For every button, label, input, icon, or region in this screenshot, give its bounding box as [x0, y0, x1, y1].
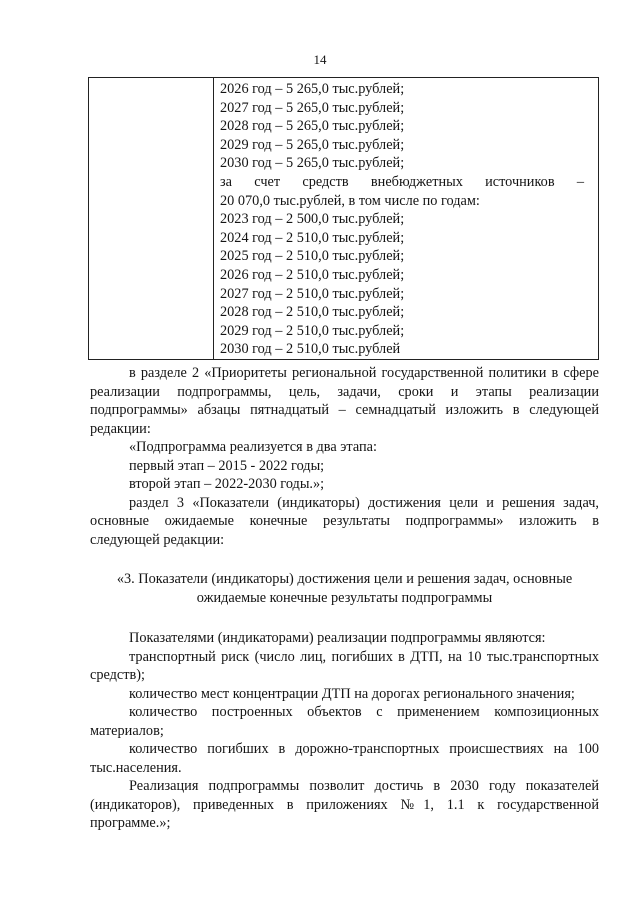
paragraph-accident-sites: количество мест концентрации ДТП на дорогах регионального значения;	[129, 685, 575, 702]
paragraph-stage-two: второй этап – 2022-2030 годы.»;	[129, 476, 325, 492]
funding-line: 2029 год – 5 265,0 тыс.рублей;	[220, 136, 405, 153]
document-body	[90, 364, 599, 833]
paragraph-composite-objects: количество построенных объектов с применением композиционных материалов;	[90, 704, 599, 739]
funding-line: 2025 год – 2 510,0 тыс.рублей;	[220, 248, 405, 265]
funding-line: 2028 год – 2 510,0 тыс.рублей;	[220, 304, 405, 321]
funding-line: 2023 год – 2 500,0 тыс.рублей;	[220, 211, 405, 228]
table-column-divider	[213, 78, 214, 359]
funding-line: 2027 год – 5 265,0 тыс.рублей;	[220, 99, 405, 116]
funding-line: за счет средств внебюджетных источников –	[220, 173, 584, 190]
paragraph-stage-one: первый этап – 2015 - 2022 годы;	[129, 457, 325, 474]
funding-cell	[220, 80, 584, 359]
heading-line-2: ожидаемые конечные результаты подпрограммы	[196, 589, 493, 606]
paragraph-stages: «Подпрограмма реализуется в два этапа:	[129, 439, 377, 455]
paragraph-fatalities: количество погибших в дорожно-транспортных происшествиях на 100 тыс.населения.	[90, 741, 599, 776]
funding-line: 2024 год – 2 510,0 тыс.рублей;	[220, 229, 405, 246]
funding-line: 2030 год – 5 265,0 тыс.рублей;	[220, 155, 405, 172]
funding-table	[88, 77, 599, 360]
section-heading	[90, 570, 599, 607]
paragraph-section3-intro: раздел 3 «Показатели (индикаторы) достижения цели и решения задач, основные ожидаемые конечные результаты подпрограммы» изложить в следующей редакции:	[90, 494, 599, 548]
paragraph-transport-risk: транспортный риск (число лиц, погибших в ДТП, на 10 тыс.транспортных средств);	[90, 648, 599, 683]
funding-line: 2027 год – 2 510,0 тыс.рублей;	[220, 285, 405, 302]
funding-line: 2028 год – 5 265,0 тыс.рублей;	[220, 118, 405, 135]
paragraph-results: Реализация подпрограммы позволит достичь в 2030 году показателей (индикаторов), приведенных в приложениях №1, 1.1 к государственной программе.»;	[90, 778, 599, 831]
spacer	[90, 607, 599, 629]
heading-line-1: «3. Показатели (индикаторы) достижения цели и решения задач, основные	[116, 571, 573, 587]
funding-line: 2030 год – 2 510,0 тыс.рублей	[220, 341, 401, 358]
funding-line: 2026 год – 5 265,0 тыс.рублей;	[220, 81, 405, 97]
funding-line: 2029 год – 2 510,0 тыс.рублей;	[220, 322, 405, 339]
funding-line: 20 070,0 тыс.рублей, в том числе по годам:	[220, 192, 480, 209]
paragraph-section2-intro: в разделе 2 «Приоритеты региональной государственной политики в сфере реализации подпрограммы, цель, задачи, сроки и этапы реализации подпрограммы» абзацы пятнадцатый – семнадцатый изложить в следующей редакции:	[90, 365, 599, 437]
paragraph-indicators-intro: Показателями (индикаторами) реализации подпрограммы являются:	[129, 630, 546, 646]
funding-line: 2026 год – 2 510,0 тыс.рублей;	[220, 266, 405, 283]
page-number: 14	[313, 52, 327, 67]
